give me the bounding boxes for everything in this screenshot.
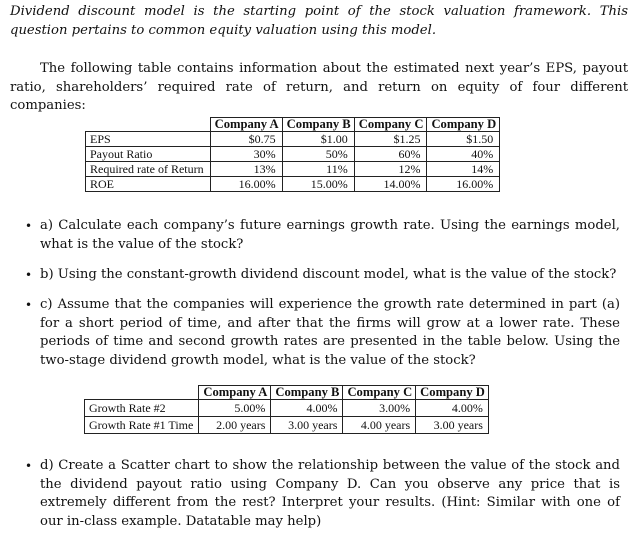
row-label-payout-ratio: Payout Ratio [86,147,211,162]
header-blank-cell [85,386,199,400]
growth-rate-table [84,385,489,434]
table-description: The following table contains information about the estimated next year’s EPS, payout ratio, shareholders’ required rate of return, and return on equity of four different companies: [10,61,628,113]
table-cell: $1.00 [282,132,354,147]
header-company-c: Company C [343,386,416,400]
table-row [86,177,500,192]
row-label-required-return: Required rate of Return [86,162,211,177]
table-row [85,400,489,417]
bullet-icon: • [25,459,33,473]
table-cell: 15.00% [282,177,354,192]
table-cell: 60% [354,147,427,162]
bullet-icon: • [25,268,33,282]
table-cell: 40% [427,147,500,162]
table-cell: 12% [354,162,427,177]
table-cell: 3.00 years [416,417,489,434]
bullet-icon: • [25,298,33,312]
question-d [24,457,620,531]
header-blank-cell [86,118,211,132]
header-company-d: Company D [427,118,500,132]
question-c [24,296,620,370]
question-b [24,266,620,285]
table-cell: 2.00 years [199,417,271,434]
table-cell: 50% [282,147,354,162]
table-cell: 5.00% [199,400,271,417]
table-cell: 16.00% [210,177,282,192]
table-cell: 4.00% [416,400,489,417]
company-data-table [85,117,500,192]
table-row [86,132,500,147]
table-cell: 3.00% [343,400,416,417]
row-label-growth-rate-1-time: Growth Rate #1 Time [85,417,199,434]
question-a-text: a) Calculate each company’s future earnings growth rate. Using the earnings model, what is the value of the stock? [40,218,620,252]
table-cell: 30% [210,147,282,162]
table-cell: 4.00% [271,400,343,417]
intro-text: Dividend discount model is the starting point of the stock valuation framework. This question pertains to common equity valuation using this model. [10,4,628,38]
row-label-roe: ROE [86,177,211,192]
table-cell: 13% [210,162,282,177]
question-d-text: d) Create a Scatter chart to show the relationship between the value of the stock and the dividend payout ratio using Company D. Can you observe any price that is extremely different from the rest? Interpret your results. (Hint: Similar with one of our in-class example. Datatable may help) [40,458,620,529]
table-cell: 16.00% [427,177,500,192]
table-row [86,162,500,177]
bullet-icon: • [25,219,33,233]
question-c-text: c) Assume that the companies will experience the growth rate determined in part (a) for a short period of time, and after that the firms will grow at a lower rate. These periods of time and second growth rates are presented in the table below. Using the two-stage dividend growth model, what is the value of the stock? [40,297,620,368]
header-company-a: Company A [199,386,271,400]
table-cell: 4.00 years [343,417,416,434]
table-cell: 14% [427,162,500,177]
table-row [86,147,500,162]
header-company-a: Company A [210,118,282,132]
table-cell: 3.00 years [271,417,343,434]
header-company-d: Company D [416,386,489,400]
question-a [24,217,620,254]
row-label-growth-rate-2: Growth Rate #2 [85,400,199,417]
table-header-row [85,386,489,400]
header-company-b: Company B [271,386,343,400]
table-row [85,417,489,434]
header-company-b: Company B [282,118,354,132]
table-cell: $1.50 [427,132,500,147]
row-label-eps: EPS [86,132,211,147]
header-company-c: Company C [354,118,427,132]
table-header-row [86,118,500,132]
table-cell: $1.25 [354,132,427,147]
table-cell: 14.00% [354,177,427,192]
table-cell: 11% [282,162,354,177]
table-cell: $0.75 [210,132,282,147]
question-b-text: b) Using the constant-growth dividend discount model, what is the value of the stock? [40,267,617,282]
